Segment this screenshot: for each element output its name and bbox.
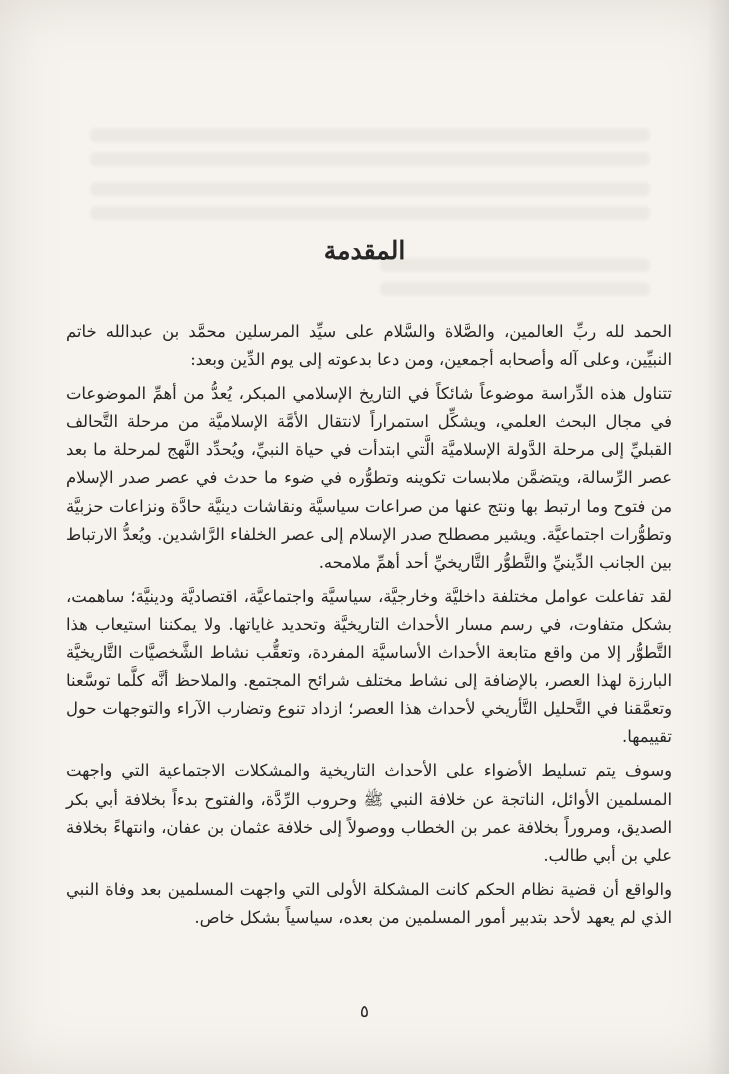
bleed-through-line xyxy=(90,206,650,220)
paragraph-factors: لقد تفاعلت عوامل مختلفة داخليَّة وخارجيَّة، سياسيَّة واجتماعيَّة، اقتصاديَّة ودينيَّة؛ ساهمت، بشكل متفاوت، في رسم مسار الأحداث التاريخيَّة وتحديد غاياتها. ولا يمكننا استيعاب هذا التَّطوُّر إلا من واقع متابعة الأحداث الأساسيَّة المفردة، وتعقُّب نشاط الشَّخصيَّات التَّاريخيَّة البارزة لهذا العصر، بالإضافة إلى نشاط مختلف شرائح المجتمع. والملاحظ أنَّه كلَّما توسَّعنا وتعمَّقنا في التَّحليل التَّأريخي لأحداث هذا العصر؛ ازداد تنوع وتضارب الآراء والتوجهات حول تقييمها. xyxy=(66,586,672,747)
bleed-through-line xyxy=(90,152,650,166)
page-number: ٥ xyxy=(359,1002,370,1022)
chapter-title: المقدمة xyxy=(323,236,406,265)
bleed-through-line xyxy=(380,282,650,296)
paragraph-events: وسوف يتم تسليط الأضواء على الأحداث التاريخية والمشكلات الاجتماعية التي واجهت المسلمين الأوائل، الناتجة عن خلافة النبي ﷺ وحروب الرِّدَّة، والفتوح بدءاً بخلافة أبي بكر الصديق، ومروراً بخلافة عمر بن الخطاب ووصولاً إلى خلافة عثمان بن عفان، وانتهاءً بخلافة علي بن أبي طالب. xyxy=(66,761,672,865)
bleed-through-line xyxy=(90,182,650,196)
paragraph-governance: والواقع أن قضية نظام الحكم كانت المشكلة الأولى التي واجهت المسلمين بعد وفاة النبي الذي لم يعهد لأحد بتدبير أمور المسلمين من بعده، سياسياً بشكل خاص. xyxy=(66,879,672,927)
body-text xyxy=(66,318,672,932)
bleed-through-line xyxy=(90,128,650,142)
paragraph-study-topic: تتناول هذه الدِّراسة موضوعاً شائكاً في التاريخ الإسلامي المبكر، يُعدُّ من أهمِّ الموضوعات في مجال البحث العلمي، ويشكِّل استمراراً لانتقال الأمَّة الإسلاميَّة من مرحلة التَّحالف القبليِّ إلى مرحلة الدَّولة الإسلاميَّة الَّتي ابتدأت في حياة النبيِّ، ويُحدِّد النَّهج لمرحلة ما بعد عصر الرِّسالة، ويتضمَّن ملابسات تكوينه وتطوُّره في ضوء ما حدث في عصر صدر الإسلام من فتوح وما ارتبط بها ونتج عنها من صراعات سياسيَّة ونقاشات دينيَّة حادَّة ونزاعات حزبيَّة وتطوُّرات اجتماعيَّة. ويشير مصطلح صدر الإسلام إلى عصر الخلفاء الرَّاشدين. ويُعدُّ الارتباط بين الجانب الدِّينيِّ والتَّطوُّر التَّاريخيِّ أحد أهمِّ ملامحه. xyxy=(66,384,672,572)
page-edge-shadow xyxy=(707,0,729,1074)
paragraph-opening: الحمد لله ربِّ العالمين، والصَّلاة والسَّلام على سيِّد المرسلين محمَّد بن عبدالله خاتم النبيِّين، وعلى آله وأصحابه أجمعين، ومن دعا بدعوته إلى يوم الدِّين وبعد: xyxy=(66,322,672,370)
